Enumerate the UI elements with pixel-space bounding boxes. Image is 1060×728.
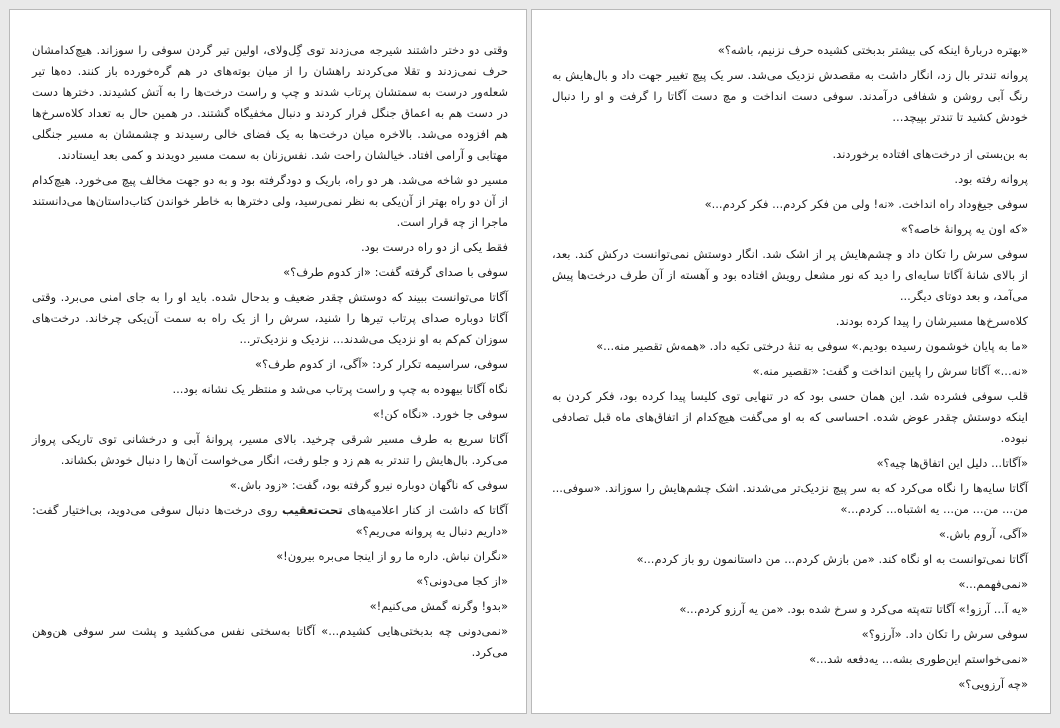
paragraph: به بن‌بستی از درخت‌های افتاده برخوردند.	[832, 147, 1028, 161]
paragraph: «نمی‌خواستم این‌طوری بشه... یه‌دفعه شد...»	[809, 652, 1028, 666]
paragraph: «آگی، آروم باش.»	[938, 527, 1028, 541]
paragraph: پروانه تندتر بال زد، انگار داشت به مقصدش نزدیک می‌شد. سر یک پیچ تغییر جهت داد و بال‌هایش به رنگ آبی روشن و شفافی درآمدند. سوفی دست انداخت و مچ دست آگاتا را گرفت و او را دنبال خودش کشید تا تندتر بپیچد...	[552, 68, 1028, 124]
paragraph: سوفی جیغ‌وداد راه انداخت. «نه! ولی من فکر کردم... فکر کردم...»	[704, 197, 1028, 211]
paragraph: «نمی‌دونی چه بدبختی‌هایی کشیدم...» آگاتا به‌سختی نفس می‌کشید و پشت سر سوفی هن‌وهن می‌کرد.	[32, 624, 508, 659]
paragraph: «آگاتا... دلیل این اتفاق‌ها چیه؟»	[876, 456, 1028, 470]
paragraph: سوفی جا خورد. «نگاه کن!»	[372, 407, 508, 421]
paragraph: «چه آرزویی؟»	[958, 677, 1028, 691]
paragraph: آگاتا سایه‌ها را نگاه می‌کرد که به سر پیچ نزدیک‌تر می‌شدند. اشک چشم‌هایش را سوزاند. «سوفی... من... من... من... یه اشتباه... کردم...»	[552, 481, 1028, 516]
paragraph-spacer	[552, 132, 1028, 144]
paragraph: «که اون یه پروانهٔ خاصه؟»	[900, 222, 1028, 236]
paragraph: «بهتره دربارهٔ اینکه کی بیشتر بدبختی کشیده حرف نزنیم، باشه؟»	[717, 43, 1028, 57]
paragraph: «نمی‌فهمم...»	[958, 577, 1028, 591]
paragraph: سوفی با صدای گرفته گفت: «از کدوم طرف؟»	[283, 265, 508, 279]
text-run: آگاتا که داشت از کنار اعلامیه‌های	[342, 503, 508, 517]
left-page	[9, 9, 527, 714]
paragraph: وقتی دو دختر داشتند شیرجه می‌زدند توی گِل‌ولای، اولین تیر گردن سوفی را سوزاند. هیچ‌کدامشان حرف نمی‌زدند و تقلا می‌کردند راهشان را از میان بوته‌های در هم گره‌خورده باز کنند. ده‌ها تیر شعله‌ور درست به سمتشان پرتاب شدند و چپ و راست درخت‌ها را به آتش کشیدند. دخترها دست در دست هم به اعماق جنگل فرار کردند و دنبال مخفیگاه گشتند. در همین حال به تعداد کلاه‌سرخ‌ها هم افزوده می‌شد. بالاخره میان درخت‌ها به یک فضای خالی رسیدند و چشمشان به مسیر جنگلی مهتابی و آرامی افتاد. خیالشان راحت شد. نفس‌زنان به سمت مسیر دویدند و کمی بعد ایستادند.	[32, 43, 508, 162]
paragraph	[32, 500, 508, 542]
paragraph: آگاتا نمی‌توانست به او نگاه کند. «من بازش کردم... من داستانمون رو باز کردم...»	[636, 552, 1028, 566]
paragraph: «بدو! وگرنه گمش می‌کنیم!»	[369, 599, 508, 613]
paragraph: «از کجا می‌دونی؟»	[416, 574, 508, 588]
paragraph: نگاه آگاتا بیهوده به چپ و راست پرتاب می‌شد و منتظر یک نشانه بود...	[172, 382, 508, 396]
paragraph: پروانه رفته بود.	[954, 172, 1028, 186]
paragraph: سوفی که ناگهان دوباره نیرو گرفته بود، گفت: «زود باش.»	[229, 478, 508, 492]
bold-text: تحت‌تعقیب	[282, 503, 343, 517]
paragraph: مسیر دو شاخه می‌شد. هر دو راه، باریک و دودگرفته بود و به دو جهت مخالف پیچ می‌خورد. هیچ‌کدام از آن دو راه بهتر از آن‌یکی به نظر نمی‌رسید، ولی دخترها به خاطر خواندن کتاب‌داستان‌ها می‌دانستند ماجرا از چه قرار است.	[32, 173, 508, 229]
paragraph: «ما به پایان خوشمون رسیده بودیم.» سوفی به تنهٔ درختی تکیه داد. «همه‌ش تقصیر منه...»	[596, 339, 1028, 353]
paragraph: «یه آ... آرزو!» آگاتا تته‌پته می‌کرد و سرخ شده بود. «من یه آرزو کردم...»	[679, 602, 1028, 616]
paragraph: سوفی سرش را تکان داد. «آرزو؟»	[861, 627, 1028, 641]
paragraph: قلب سوفی فشرده شد. این همان حسی بود که در تنهایی توی کلیسا پیدا کرده بود، فکر کردن به اینکه دوستش چقدر عوض شده. احساسی که به او می‌گفت هیچ‌کدام از اتفاق‌های ماه قبل تصادفی نبوده.	[552, 389, 1028, 445]
paragraph: «نگران نباش. داره ما رو از اینجا می‌بره بیرون!»	[276, 549, 508, 563]
paragraph: فقط یکی از دو راه درست بود.	[360, 240, 508, 254]
paragraph: «نه...» آگاتا سرش را پایین انداخت و گفت: «تقصیر منه.»	[752, 364, 1028, 378]
paragraph: سوفی سرش را تکان داد و چشم‌هایش پر از اشک شد. انگار دوستش نمی‌توانست درکش کند. بعد، از بالای شانهٔ آگاتا سایه‌ای را دید که نور مشعل رویش افتاده بود و آهسته از آن طرف درخت‌ها پیش می‌آمد، و بعد دوتای دیگر...	[552, 247, 1028, 303]
text-run: روی درخت‌ها دنبال سوفی می‌دوید، بی‌اختیار گفت: «داریم دنبال یه پروانه می‌ریم؟»	[32, 503, 508, 538]
paragraph: آگاتا می‌توانست ببیند که دوستش چقدر ضعیف و بدحال شده. باید او را به جای امنی می‌برد. وقتی آگاتا دوباره صدای پرتاب تیرها را شنید، سرش را از یک راه به سمت آن‌یکی چرخاند. درخت‌های سوزان کم‌کم به او نزدیک می‌شدند... نزدیک و نزدیک‌تر...	[32, 290, 508, 346]
right-page	[531, 9, 1051, 714]
paragraph: کلاه‌سرخ‌ها مسیرشان را پیدا کرده بودند.	[835, 314, 1028, 328]
paragraph: آگاتا سریع به طرف مسیر شرقی چرخید. بالای مسیر، پروانهٔ آبی و درخشانی توی تاریکی پرواز می‌کرد. بال‌هایش را تندتر به هم زد و جلو رفت، انگار می‌خواست آن‌ها را دنبال خودش بکشاند.	[32, 432, 508, 467]
paragraph: سوفی، سراسیمه تکرار کرد: «آگی، از کدوم طرف؟»	[254, 357, 508, 371]
